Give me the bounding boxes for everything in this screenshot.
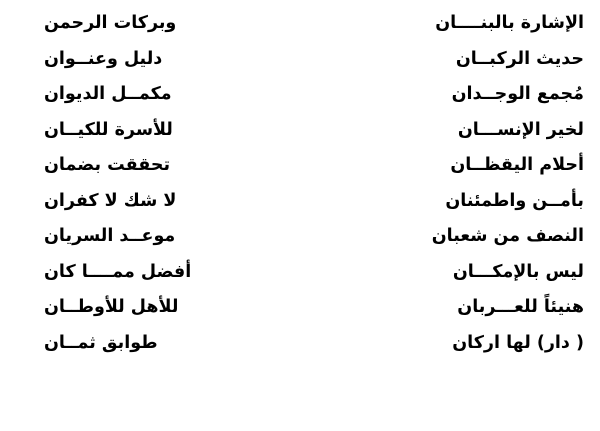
verse-hemistich-first: ( دار) لها اركان	[452, 332, 584, 353]
verse-hemistich-second: تحققت بضمان	[44, 155, 171, 175]
verse-hemistich-second: أفضل ممــــا كان	[44, 261, 192, 282]
verse-row	[14, 113, 586, 149]
verse-hemistich-second: لا شك لا كفران	[44, 190, 177, 211]
verse-hemistich-first: الإشارة بالبنــــان	[435, 13, 584, 33]
verse-row	[14, 184, 586, 220]
verse-row	[14, 6, 586, 42]
verse-hemistich-first: لخير الإنســـان	[457, 119, 584, 140]
verse-hemistich-first: مُجمع الوجــدان	[451, 84, 584, 104]
verse-row	[14, 42, 586, 78]
verse-hemistich-second: للأسرة للكيــان	[44, 119, 173, 140]
verse-row	[14, 290, 586, 326]
verse-hemistich-first: النصف من شعبان	[431, 226, 584, 246]
verse-hemistich-first: ليس بالإمكـــان	[452, 261, 584, 282]
verse-row	[14, 326, 586, 362]
verse-row	[14, 77, 586, 113]
verse-hemistich-second: دليل وعنــوان	[44, 48, 163, 69]
verse-hemistich-first: حديث الركبــان	[455, 48, 584, 69]
verse-hemistich-first: بأمــن واطمئنان	[445, 190, 584, 211]
verse-hemistich-first: هنيئاً للعـــربان	[457, 297, 584, 317]
verse-hemistich-second: موعــد السريان	[44, 226, 176, 246]
verse-hemistich-second: طوابق ثمــان	[44, 332, 158, 353]
verse-hemistich-first: أحلام اليقظــان	[450, 155, 584, 175]
verse-row	[14, 255, 586, 291]
verse-row	[14, 148, 586, 184]
verse-hemistich-second: للأهل للأوطــان	[44, 297, 179, 317]
verse-hemistich-second: وبركات الرحمن	[44, 13, 177, 33]
verse-hemistich-second: مكمــل الديوان	[44, 84, 172, 104]
verse-row	[14, 219, 586, 255]
